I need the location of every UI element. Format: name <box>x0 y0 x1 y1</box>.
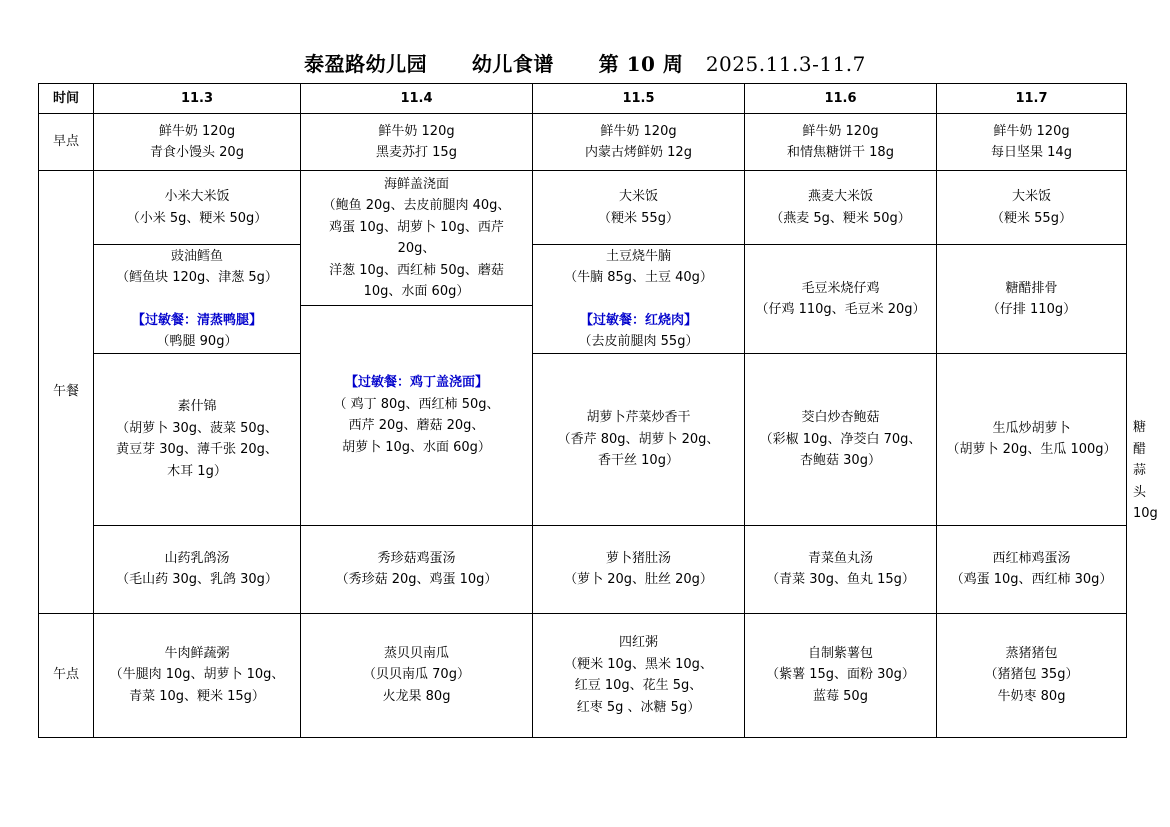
dish-name: 小米大米饭 <box>164 189 230 204</box>
breakfast-item: 青食小馒头 20g <box>150 145 244 160</box>
lunch-d4-staple <box>745 171 937 245</box>
snack-item: 蒸猪猪包 <box>1005 645 1058 661</box>
header-day-1: 11.3 <box>94 84 301 114</box>
breakfast-item: 鲜牛奶 120g <box>600 123 677 139</box>
lunch-d5-staple <box>937 171 1127 245</box>
snack-item: 四红粥 <box>618 635 658 650</box>
dish-detail: 香干丝 10g） <box>598 453 679 468</box>
dish-detail: 黄豆芽 30g、薄千张 20g、 <box>116 442 278 458</box>
dish-name: 萝卜猪肚汤 <box>605 550 671 566</box>
lunch-d1-staple <box>94 171 301 245</box>
snack-item: 牛肉鲜蔬粥 <box>164 645 230 661</box>
dish-detail: （小米 5g、粳米 50g） <box>126 210 268 226</box>
lunch-d5-soup <box>937 525 1127 613</box>
dish-name: 毛豆米烧仔鸡 <box>801 280 880 296</box>
menu-table <box>38 83 1158 738</box>
header-day-2: 11.4 <box>301 84 533 114</box>
menu-name: 幼儿食谱 <box>471 52 554 76</box>
dish-detail: （粳米 55g） <box>991 210 1072 226</box>
dish-detail: （萝卜 20g、肚丝 20g） <box>564 572 713 587</box>
breakfast-day-4 <box>745 114 937 171</box>
dish-name: 大米饭 <box>618 189 658 204</box>
breakfast-label: 早点 <box>39 114 94 171</box>
allergy-dish-detail: （ 鸡丁 80g、西红柿 50g、 <box>333 396 500 412</box>
allergy-dish-detail: 胡萝卜 10g、水面 60g） <box>342 439 491 455</box>
lunch-d4-veg <box>745 354 937 526</box>
dish-detail: （秀珍菇 20g、鸡蛋 10g） <box>335 572 498 587</box>
dish-name: 茭白炒杏鲍菇 <box>801 410 880 425</box>
snack-item: 蓝莓 50g <box>813 688 868 704</box>
header-day-4: 11.6 <box>745 84 937 114</box>
header-time: 时间 <box>39 84 94 114</box>
dish-detail: 10g、水面 60g） <box>363 284 470 299</box>
header-row <box>39 84 1127 114</box>
lunch-d5-veg <box>937 354 1127 526</box>
snack-item: （粳米 10g、黑米 10g、 <box>564 656 713 672</box>
allergy-dish-name: 【过敏餐：鸡丁盖浇面】 <box>344 375 488 391</box>
lunch-d3-staple <box>533 171 745 245</box>
lunch-d3-soup <box>533 525 745 613</box>
header-day-3: 11.5 <box>533 84 745 114</box>
dish-detail: （毛山药 30g、乳鸽 30g） <box>116 572 278 587</box>
snack-item: 红豆 10g、花生 5g、 <box>574 678 703 693</box>
lunch-d4-soup <box>745 525 937 613</box>
breakfast-row <box>39 114 1127 171</box>
dish-detail: 鸡蛋 10g、胡萝卜 10g、西芹 <box>329 219 504 235</box>
snack-item: 自制紫薯包 <box>807 645 873 661</box>
lunch-d2-main <box>301 171 533 306</box>
dish-name: 西红柿鸡蛋汤 <box>992 550 1071 566</box>
snack-day-5 <box>937 613 1127 737</box>
snack-item: 红枣 5g 、冰糖 5g） <box>576 699 701 715</box>
dish-detail: （鲍鱼 20g、去皮前腿肉 40g、 <box>322 198 511 213</box>
allergy-dish-detail: 西芹 20g、蘑菇 20g、 <box>348 418 485 434</box>
dish-detail: （牛腩 85g、土豆 40g） <box>564 270 713 285</box>
breakfast-item: 鲜牛奶 120g <box>378 123 455 139</box>
dish-detail: （青菜 30g、鱼丸 15g） <box>766 572 915 587</box>
dish-name: 大米饭 <box>1011 189 1051 204</box>
lunch-row-staple <box>39 171 1127 245</box>
page-title <box>0 48 1170 78</box>
dish-detail: 20g、 <box>397 241 436 256</box>
snack-item: （贝贝南瓜 70g） <box>363 667 470 683</box>
lunch-d1-soup <box>94 525 301 613</box>
breakfast-item: 黑麦苏打 15g <box>376 145 457 160</box>
snack-item: 牛奶枣 80g <box>997 688 1066 704</box>
allergy-dish-name: 【过敏餐：红烧肉】 <box>579 312 697 328</box>
lunch-d4-main <box>745 245 937 354</box>
breakfast-item: 鲜牛奶 120g <box>158 123 236 139</box>
lunch-row-main-a <box>39 245 1127 306</box>
dish-name: 秀珍菇鸡蛋汤 <box>377 550 456 566</box>
snack-item: 青菜 10g、粳米 15g） <box>129 688 265 704</box>
breakfast-item: 每日坚果 14g <box>991 145 1072 160</box>
dish-name: 胡萝卜芹菜炒香干 <box>586 410 691 425</box>
lunch-row-veg-b: 糖醋蒜头 10g <box>1133 420 1158 521</box>
snack-label: 午点 <box>39 613 94 737</box>
snack-day-2 <box>301 613 533 737</box>
lunch-row-soup <box>39 525 1127 613</box>
snack-row <box>39 613 1127 737</box>
snack-item: 火龙果 80g <box>382 688 451 704</box>
dish-name: 素什锦 <box>177 399 217 415</box>
snack-day-3 <box>533 613 745 737</box>
dish-name: 豉油鳕鱼 <box>170 248 223 264</box>
dish-detail: （香芹 80g、胡萝卜 20g、 <box>557 431 720 447</box>
dish-detail: （粳米 55g） <box>598 210 679 226</box>
breakfast-item: 内蒙古烤鲜奶 12g <box>585 145 692 160</box>
breakfast-day-5 <box>937 114 1127 171</box>
dish-detail: （彩椒 10g、净茭白 70g、 <box>759 431 922 447</box>
week-label: 第 10 周 <box>598 52 684 76</box>
snack-item: （猪猪包 35g） <box>984 667 1079 683</box>
breakfast-item: 鲜牛奶 120g <box>993 123 1070 139</box>
breakfast-day-2 <box>301 114 533 171</box>
dish-detail: （仔排 110g） <box>986 302 1077 317</box>
lunch-d1-veg <box>94 354 301 526</box>
lunch-d5-main <box>937 245 1127 354</box>
snack-item: 蒸贝贝南瓜 <box>383 645 449 661</box>
snack-day-4 <box>745 613 937 737</box>
lunch-d1-main <box>94 245 301 354</box>
dish-detail: （鳕鱼块 120g、津葱 5g） <box>116 270 278 285</box>
breakfast-item: 和情焦糖饼干 18g <box>787 145 894 160</box>
snack-item: （牛腿肉 10g、胡萝卜 10g、 <box>109 667 285 683</box>
lunch-row-veg-a <box>39 354 1127 417</box>
allergy-dish-detail: （去皮前腿肉 55g） <box>578 334 699 349</box>
breakfast-day-1 <box>94 114 301 171</box>
header-day-5: 11.7 <box>937 84 1127 114</box>
dish-detail: （燕麦 5g、粳米 50g） <box>770 210 911 226</box>
dish-detail: 洋葱 10g、西红柿 50g、蘑菇 <box>329 262 504 278</box>
dish-detail: （仔鸡 110g、毛豆米 20g） <box>755 302 926 317</box>
dish-name: 糖醋排骨 <box>1005 280 1058 296</box>
dish-name: 燕麦大米饭 <box>807 189 873 204</box>
dish-detail: （鸡蛋 10g、西红柿 30g） <box>950 572 1113 587</box>
dish-detail: 木耳 1g） <box>167 463 227 479</box>
dish-name: 土豆烧牛腩 <box>605 248 671 264</box>
lunch-d3-main <box>533 245 745 354</box>
dish-detail: （胡萝卜 30g、菠菜 50g、 <box>116 420 278 436</box>
lunch-d2-allergy <box>301 306 533 526</box>
snack-day-1 <box>94 613 301 737</box>
snack-item: （紫薯 15g、面粉 30g） <box>766 667 915 683</box>
dish-name: 青菜鱼丸汤 <box>807 550 873 566</box>
dish-name: 生瓜炒胡萝卜 <box>992 420 1071 436</box>
allergy-dish-name: 【过敏餐：清蒸鸭腿】 <box>131 312 262 328</box>
dish-detail: （胡萝卜 20g、生瓜 100g） <box>946 442 1117 458</box>
lunch-d2-soup <box>301 525 533 613</box>
breakfast-item: 鲜牛奶 120g <box>802 123 879 139</box>
lunch-d3-veg <box>533 354 745 526</box>
breakfast-day-3 <box>533 114 745 171</box>
school-name: 泰盈路幼儿园 <box>304 52 428 76</box>
dish-detail: 杏鲍菇 30g） <box>800 453 881 468</box>
lunch-label: 午餐 <box>39 171 94 614</box>
allergy-dish-detail: （鸭腿 90g） <box>156 334 238 349</box>
date-range: 2025.11.3-11.7 <box>705 52 866 76</box>
dish-name: 山药乳鸽汤 <box>164 550 230 566</box>
dish-name: 海鲜盖浇面 <box>383 176 449 192</box>
